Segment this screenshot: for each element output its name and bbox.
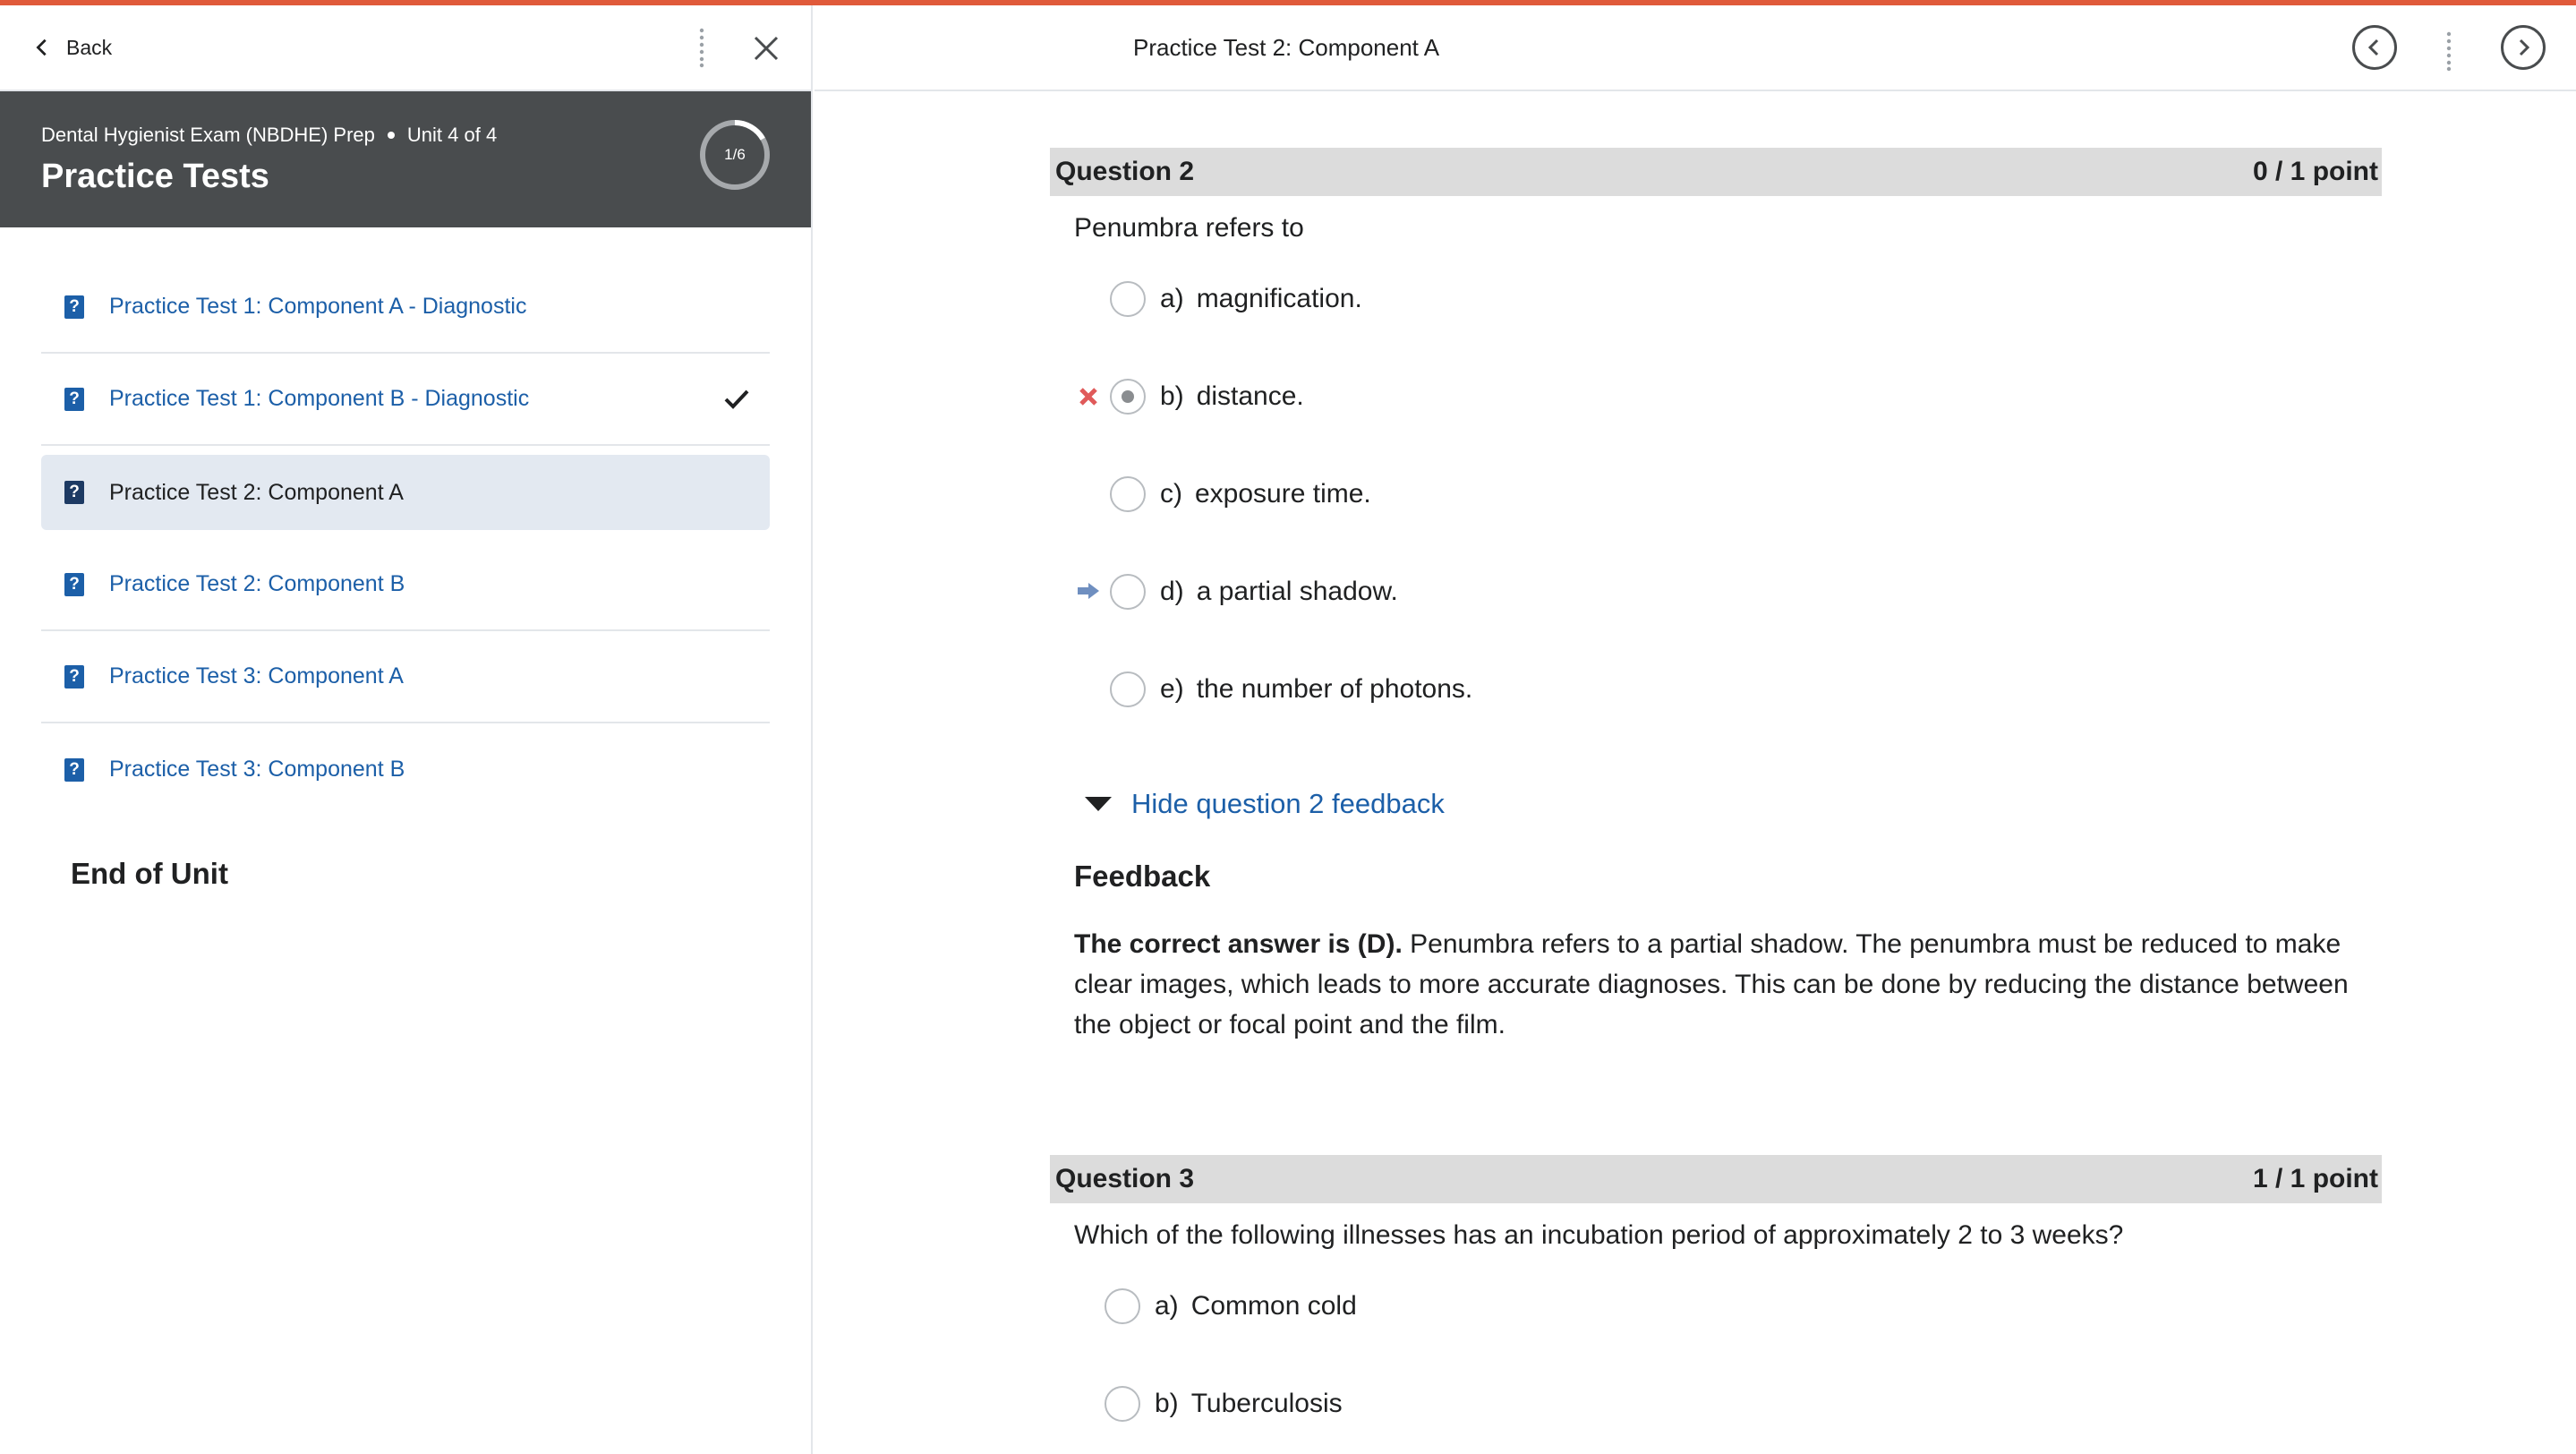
option-letter: e) — [1160, 674, 1184, 704]
more-options-icon[interactable] — [2445, 30, 2452, 72]
option-letter: a) — [1155, 1291, 1179, 1321]
close-icon[interactable] — [750, 32, 782, 64]
answer-option[interactable] — [1110, 281, 1362, 317]
answer-option-selected[interactable] — [1110, 379, 1304, 415]
quiz-icon: ? — [64, 665, 84, 689]
quiz-icon: ? — [64, 388, 84, 411]
option-letter: c) — [1160, 479, 1182, 509]
option-letter: b) — [1160, 381, 1184, 411]
topic-item[interactable] — [41, 261, 770, 354]
back-button[interactable] — [32, 36, 112, 60]
question-score: 0 / 1 point — [2252, 157, 2378, 186]
option-text: distance. — [1196, 381, 1304, 411]
more-options-icon[interactable] — [698, 27, 705, 68]
option-text: exposure time. — [1195, 479, 1371, 509]
feedback-body — [1074, 924, 2381, 1045]
quiz-icon: ? — [64, 758, 84, 782]
question-2-text: Penumbra refers to — [1074, 213, 1304, 243]
next-button[interactable] — [2501, 25, 2546, 70]
answer-option[interactable] — [1110, 574, 1398, 610]
answer-option[interactable] — [1105, 1288, 1357, 1324]
caret-down-icon — [1085, 797, 1112, 811]
topic-item-active[interactable] — [41, 455, 770, 530]
option-letter: d) — [1160, 577, 1184, 606]
topic-label: Practice Test 3: Component A — [109, 663, 404, 689]
feedback-explanation: Penumbra refers to a partial shadow. The penumbra must be reduced to make clear images, which leads to more accurate diagnoses. This can be done by reducing the distance between the object or focal point and the film. — [1074, 929, 2349, 1039]
quiz-icon: ? — [64, 481, 84, 504]
progress-ring — [698, 118, 772, 192]
option-letter: a) — [1160, 284, 1184, 313]
radio-button[interactable] — [1105, 1288, 1140, 1324]
question-3-text: Which of the following illnesses has an incubation period of approximately 2 to 3 weeks? — [1074, 1220, 2124, 1250]
topic-item[interactable] — [41, 354, 770, 446]
chevron-right-icon — [2512, 37, 2534, 58]
page-title: Practice Test 2: Component A — [1133, 34, 1440, 61]
question-score: 1 / 1 point — [2252, 1164, 2378, 1193]
option-text: Common cold — [1190, 1291, 1357, 1321]
topic-label: Practice Test 1: Component B - Diagnostic — [109, 386, 530, 411]
unit-header — [0, 91, 811, 227]
content-toolbar — [815, 5, 2576, 91]
topic-label: Practice Test 2: Component B — [109, 571, 405, 596]
topic-item[interactable] — [41, 723, 770, 816]
chevron-left-icon — [2364, 37, 2385, 58]
incorrect-x-icon — [1079, 387, 1098, 406]
feedback-correct-answer: The correct answer is (D). — [1074, 929, 1403, 959]
answer-option[interactable] — [1110, 476, 1371, 512]
radio-button[interactable] — [1110, 476, 1146, 512]
question-3-header — [1050, 1155, 2382, 1203]
option-text: magnification. — [1196, 284, 1362, 313]
answer-option[interactable] — [1105, 1386, 1343, 1422]
topic-label: Practice Test 1: Component A - Diagnostic — [109, 294, 527, 319]
back-label: Back — [66, 35, 113, 59]
topic-list — [0, 227, 811, 816]
progress-text: 1/6 — [724, 146, 746, 163]
checkmark-icon — [723, 388, 750, 411]
question-label: Question 3 — [1055, 1164, 1195, 1193]
hide-feedback-toggle[interactable] — [1085, 788, 1445, 820]
topic-label: Practice Test 2: Component A — [109, 479, 404, 505]
radio-button[interactable] — [1110, 671, 1146, 707]
correct-answer-arrow-icon — [1076, 581, 1101, 601]
topic-item[interactable] — [41, 631, 770, 723]
chevron-left-icon — [32, 38, 52, 57]
option-text: the number of photons. — [1196, 674, 1473, 704]
question-2-header — [1050, 148, 2382, 196]
topic-item[interactable] — [41, 539, 770, 631]
unit-title: Practice Tests — [41, 158, 269, 195]
option-text: a partial shadow. — [1196, 577, 1398, 606]
separator-dot — [388, 132, 395, 139]
question-label: Question 2 — [1055, 157, 1195, 186]
unit-navigation-panel — [0, 5, 813, 1454]
course-name: Dental Hygienist Exam (NBDHE) Prep — [41, 124, 375, 146]
topic-label: Practice Test 3: Component B — [109, 757, 405, 782]
quiz-icon: ? — [64, 295, 84, 319]
breadcrumb — [41, 124, 811, 147]
previous-button[interactable] — [2352, 25, 2397, 70]
radio-button[interactable] — [1110, 281, 1146, 317]
feedback-toggle-label: Hide question 2 feedback — [1131, 788, 1445, 819]
radio-button[interactable] — [1110, 574, 1146, 610]
radio-button[interactable] — [1105, 1386, 1140, 1422]
option-letter: b) — [1155, 1389, 1179, 1418]
quiz-icon: ? — [64, 573, 84, 596]
panel-toolbar — [0, 5, 811, 91]
unit-position: Unit 4 of 4 — [406, 124, 498, 146]
end-of-unit-label: End of Unit — [71, 857, 228, 890]
feedback-title: Feedback — [1074, 860, 1211, 893]
radio-button-selected[interactable] — [1110, 379, 1146, 415]
option-text: Tuberculosis — [1190, 1389, 1343, 1418]
answer-option[interactable] — [1110, 671, 1472, 707]
